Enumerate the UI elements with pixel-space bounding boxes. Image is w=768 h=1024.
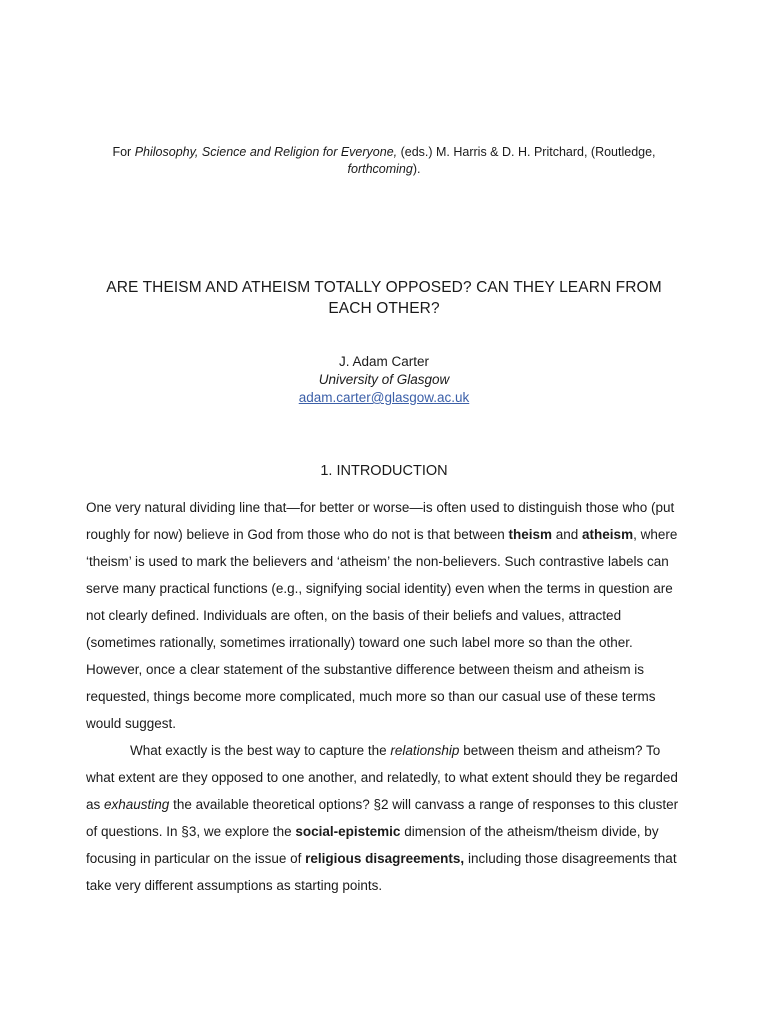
paragraph-2-text-c: the available theoretical options? §2 will canvass a range of responses to this cluster of questions. In §3, we explore the xyxy=(86,797,679,839)
author-affiliation xyxy=(184,371,584,389)
paragraph-2-italic-relationship: relationship xyxy=(390,743,460,758)
author-email-link[interactable]: adam.carter@glasgow.ac.uk xyxy=(298,390,470,405)
paragraph-1-bold-theism: theism xyxy=(508,527,553,542)
paragraph-2-text-d: dimension of the atheism/theism divide, by focusing in particular on the issue of xyxy=(86,824,659,866)
author-email-row xyxy=(184,389,584,407)
publication-citation xyxy=(90,144,678,178)
paragraph-2-text-b: between theism and atheism? To what extent are they opposed to one another, and relatedly, to what extent should they be regarded as xyxy=(86,743,678,812)
paragraph-1-bold-atheism: atheism xyxy=(582,527,634,542)
paragraph-2 xyxy=(86,737,686,899)
citation-editors: (eds.) M. Harris & D. H. Pritchard, (Routledge, xyxy=(397,145,656,159)
citation-book-title: Philosophy, Science and Religion for Everyone, xyxy=(134,145,398,159)
paragraph-1-text-b: and xyxy=(552,527,583,542)
citation-end: ). xyxy=(412,162,421,176)
paragraph-2-text-a: What exactly is the best way to capture the xyxy=(130,743,391,758)
paper-title-line-2: EACH OTHER? xyxy=(328,300,440,317)
paragraph-2-italic-exhausting: exhausting xyxy=(104,797,170,812)
paragraph-2-text-e: including those disagreements that take very different assumptions as starting points. xyxy=(86,851,677,893)
citation-prefix: For xyxy=(112,145,135,159)
body-text xyxy=(86,494,686,899)
author-block xyxy=(184,353,584,407)
paragraph-2-bold-social-epistemic: social-epistemic xyxy=(295,824,401,839)
citation-status: forthcoming xyxy=(347,162,413,176)
section-heading-introduction: 1. INTRODUCTION xyxy=(320,463,448,479)
paper-title xyxy=(60,277,708,319)
paper-title-line-1: ARE THEISM AND ATHEISM TOTALLY OPPOSED? CAN THEY LEARN FROM xyxy=(106,279,662,296)
paragraph-1-text-c: , where ‘theism’ is used to mark the believers and ‘atheism’ the non-believers. Such contrastive labels can serve many practical functions (e.g., signifying social identity) even when the terms in question are not clearly defined. Individuals are often, on the basis of their beliefs and values, attracted (sometimes rationally, sometimes irrationally) toward one such label more so than the other. However, once a clear statement of the substantive difference between theism and atheism is requested, things become more complicated, much more so than our casual use of these terms would suggest. xyxy=(86,527,678,731)
paragraph-2-bold-religious-disagreements: religious disagreements, xyxy=(305,851,465,866)
paragraph-1-text-a: One very natural dividing line that—for better or worse—is often used to distinguish those who (put roughly for now) believe in God from those who do not is that between xyxy=(86,500,675,542)
paragraph-1 xyxy=(86,494,686,737)
author-name: J. Adam Carter xyxy=(338,354,430,369)
author-affiliation-text: University of Glasgow xyxy=(318,372,450,387)
